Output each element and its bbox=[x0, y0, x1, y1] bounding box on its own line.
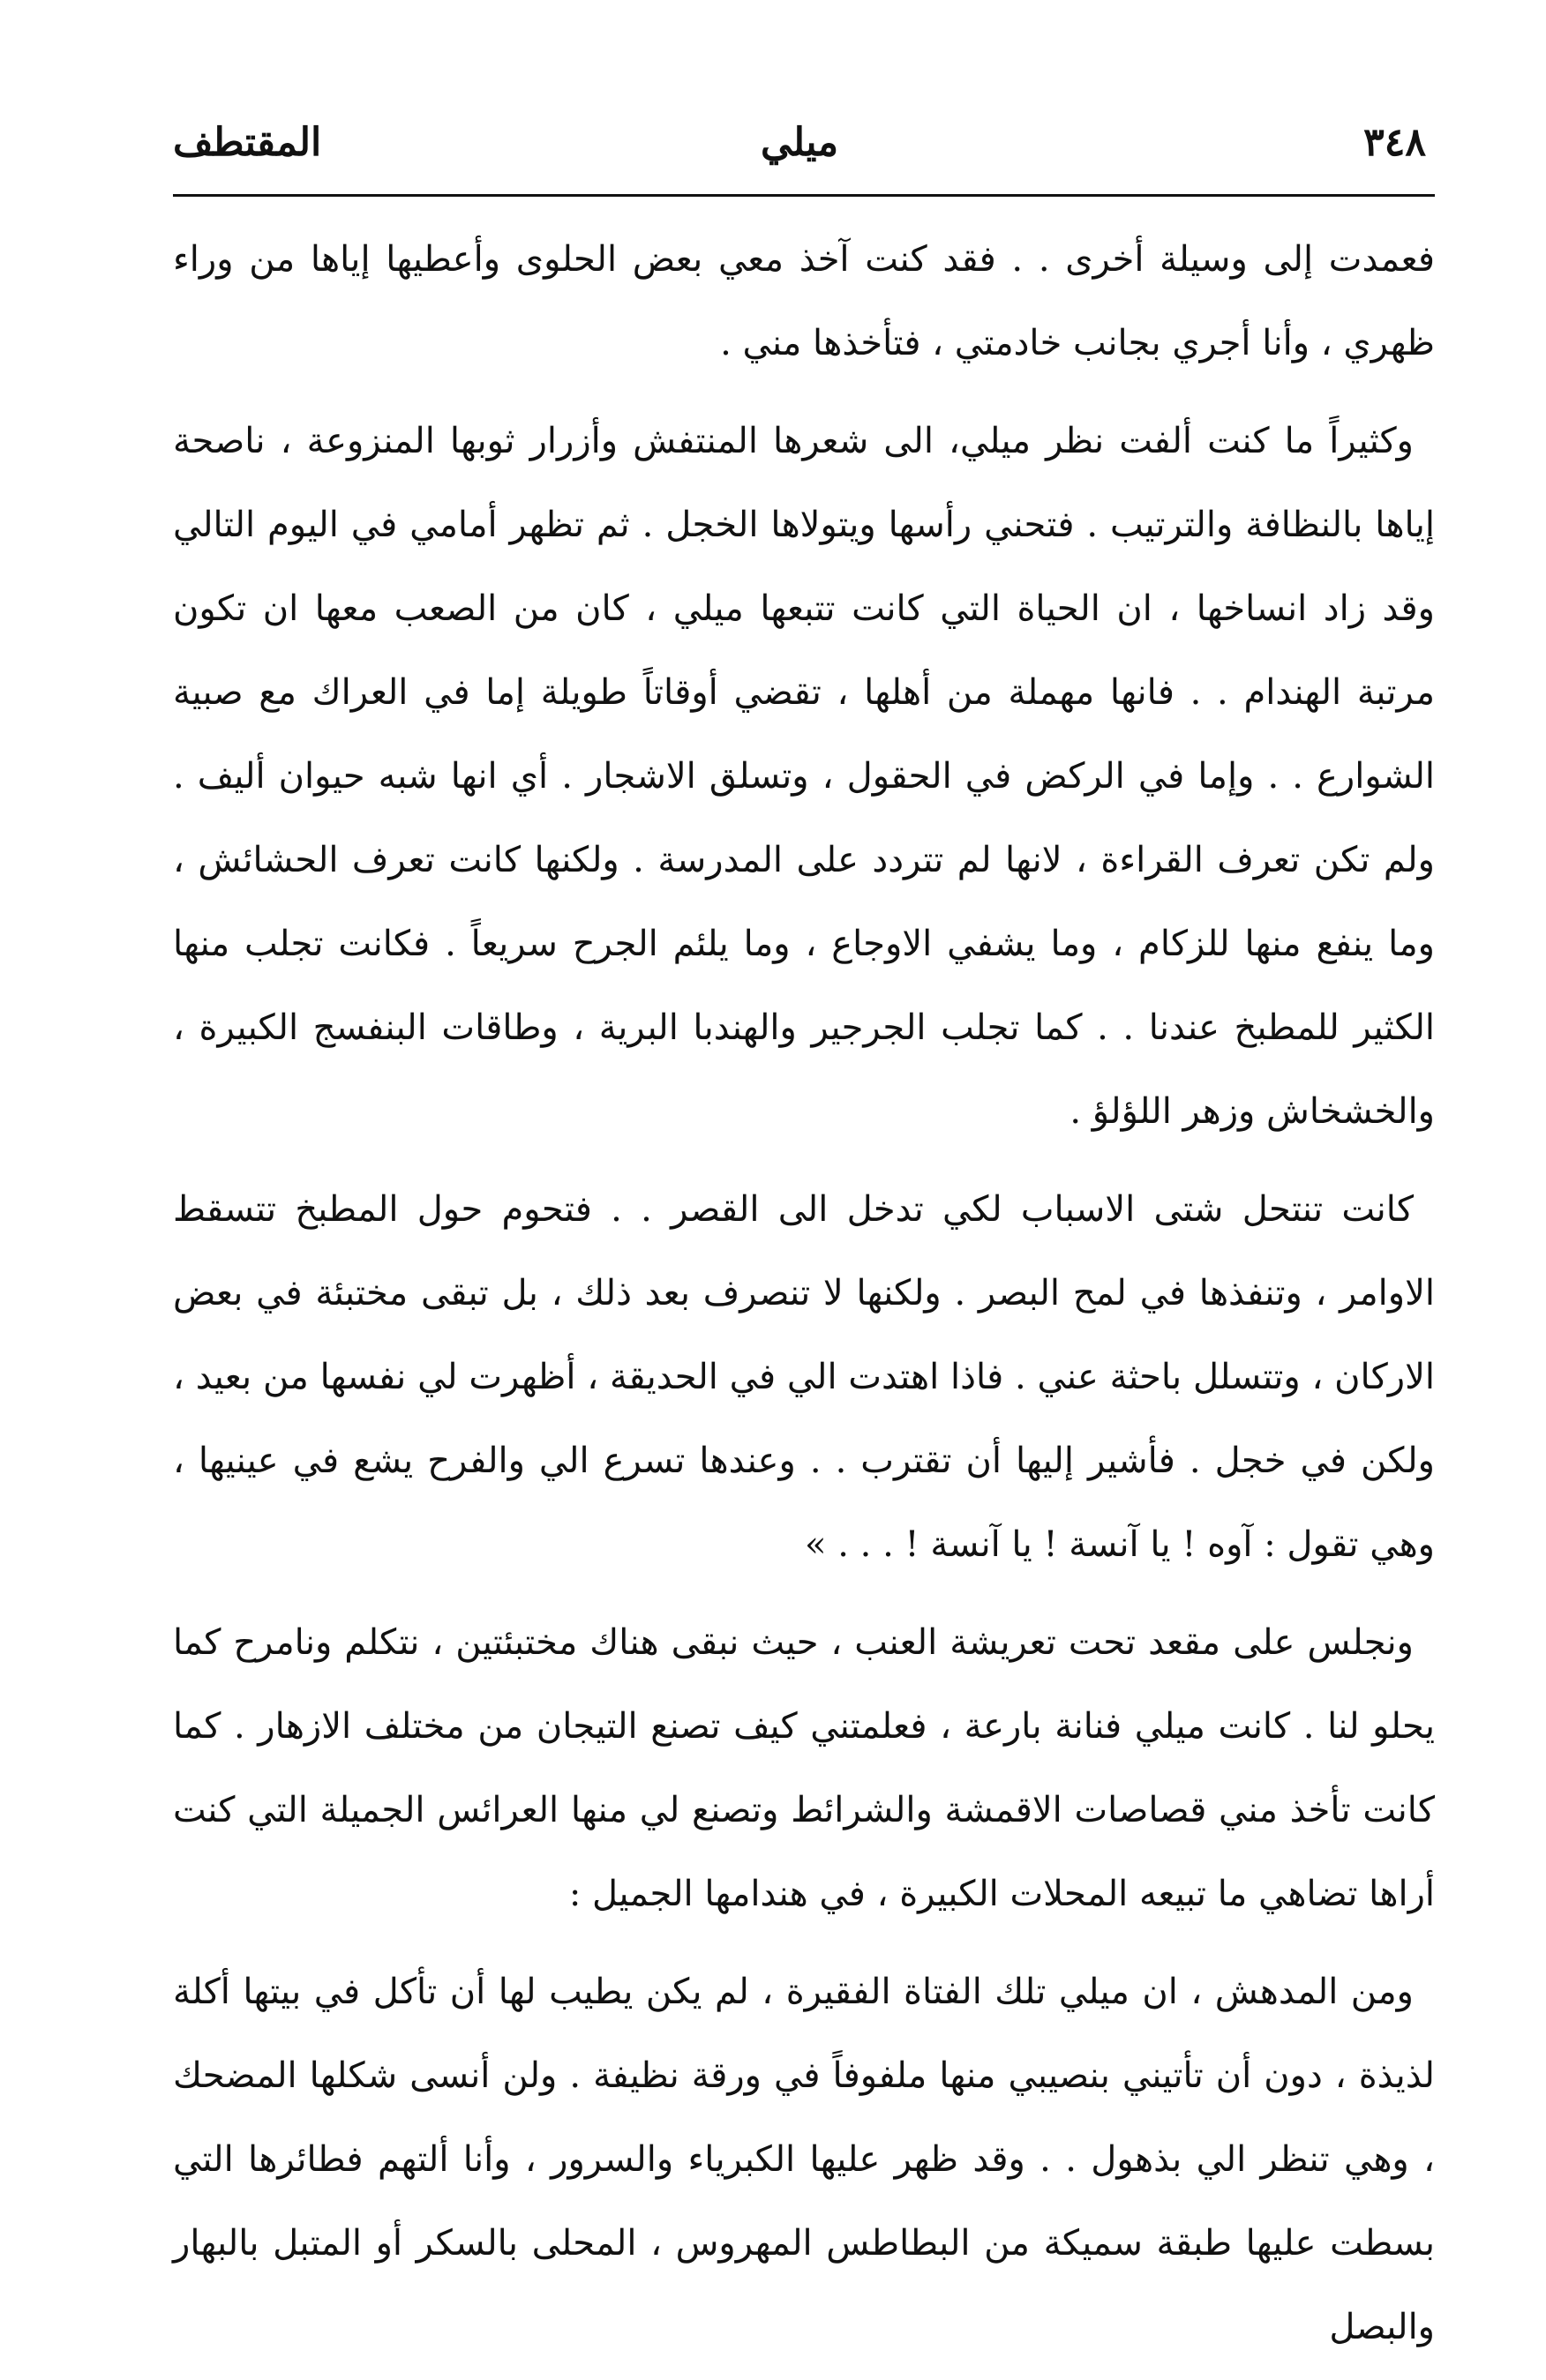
header-rule bbox=[173, 194, 1435, 197]
paragraph-2: وكثيراً ما كنت ألفت نظر ميلي، الى شعرها المنتفش وأزرار ثوبها المنزوعة ، ناصحة إياها بالنظافة والترتيب . فتحني رأسها ويتولاها الخجل . ثم تظهر أمامي في اليوم التالي وقد زاد انساخها ، ان الحياة التي كانت تتبعها ميلي ، كان من الصعب معها ان تكون مرتبة الهندام . . فانها مهملة من أهلها ، تقضي أوقاتاً طويلة إما في العراك مع صبية الشوارع . . وإما في الركض في الحقول ، وتسلق الاشجار . أي انها شبه حيوان أليف . ولم تكن تعرف القراءة ، لانها لم تتردد على المدرسة . ولكنها كانت تعرف الحشائش ، وما ينفع منها للزكام ، وما يشفي الاوجاع ، وما يلئم الجرح سريعاً . فكانت تجلب منها الكثير للمطبخ عندنا . . كما تجلب الجرجير والهندبا البرية ، وطاقات البنفسج الكبيرة ، والخشخاش وزهر اللؤلؤ . bbox=[173, 421, 1435, 1132]
paragraph-3: كانت تنتحل شتى الاسباب لكي تدخل الى القصر . . فتحوم حول المطبخ تتسقط الاوامر ، وتنفذها في لمح البصر . ولكنها لا تنصرف بعد ذلك ، بل تبقى مختبئة في بعض الاركان ، وتتسلل باحثة عني . فاذا اهتدت الي في الحديقة ، أظهرت لي نفسها من بعيد ، ولكن في خجل . فأشير إليها أن تقترب . . وعندها تسرع الي والفرح يشع في عينيها ، وهي تقول : آوه ! يا آنسة ! يا آنسة ! . . . » bbox=[173, 1189, 1435, 1565]
paragraph-1: فعمدت إلى وسيلة أخرى . . فقد كنت آخذ معي بعض الحلوى وأعطيها إياها من وراء ظهري ، وأنا أجري بجانب خادمتي ، فتأخذها مني . bbox=[173, 239, 1435, 363]
paragraph-5: ومن المدهش ، ان ميلي تلك الفتاة الفقيرة ، لم يكن يطيب لها أن تأكل في بيتها أكلة لذيذة ، دون أن تأتيني بنصيبي منها ملفوفاً في ورقة نظيفة . ولن أنسى شكلها المضحك ، وهي تنظر الي بذهول . . وقد ظهر عليها الكبرياء والسرور ، وأنا ألتهم فطائرها التي بسطت عليها طبقة سميكة من البطاطس المهروس ، المحلى بالسكر أو المتبل بالبهار والبصل bbox=[173, 1972, 1435, 2347]
page-number: ٣٤٨ bbox=[1363, 120, 1426, 165]
journal-title: المقتطف bbox=[173, 120, 322, 165]
paragraph-4: ونجلس على مقعد تحت تعريشة العنب ، حيث نبقى هناك مختبئتين ، نتكلم ونامرح كما يحلو لنا . كانت ميلي فنانة بارعة ، فعلمتني كيف تصنع التيجان من مختلف الازهار . كما كانت تأخذ مني قصاصات الاقمشة والشرائط وتصنع لي منها العرائس الجميلة التي كنت أراها تضاهي ما تبيعه المحلات الكبيرة ، في هندامها الجميل : bbox=[173, 1622, 1435, 1914]
body-text bbox=[173, 218, 1435, 2369]
article-title: ميلي bbox=[760, 120, 839, 165]
running-head bbox=[173, 104, 1426, 175]
